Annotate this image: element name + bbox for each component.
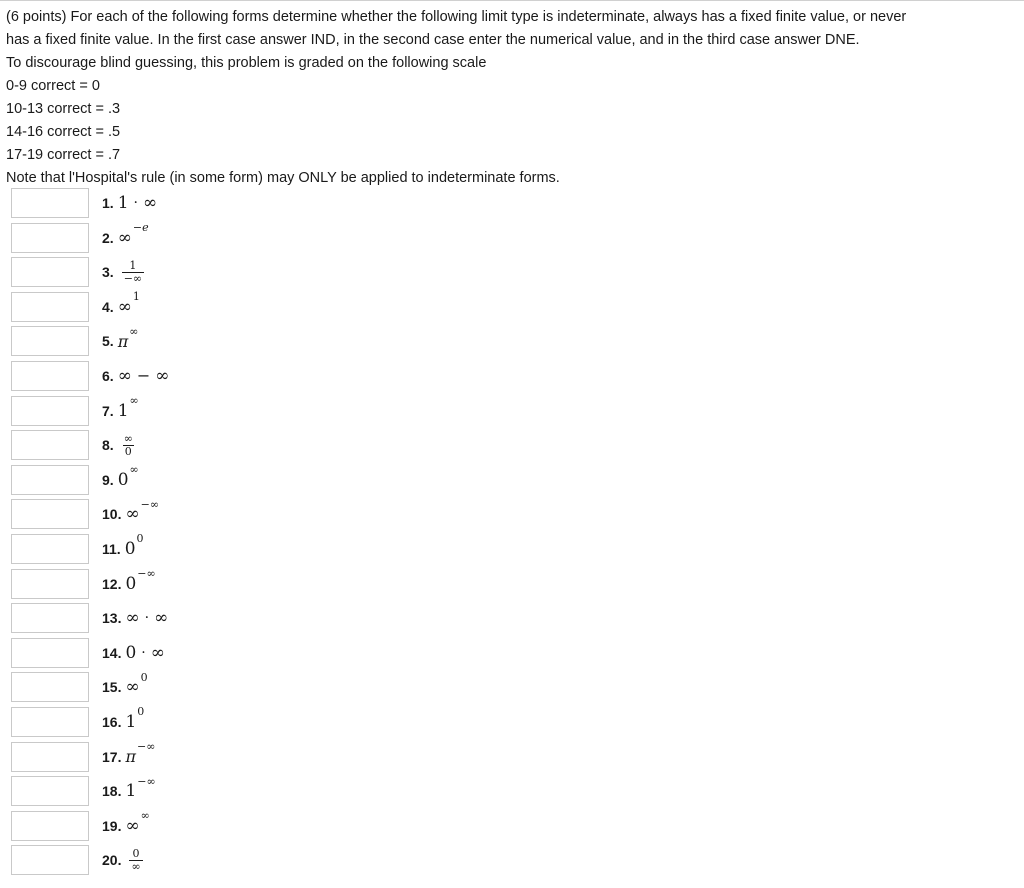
question-8-expr — [102, 428, 135, 462]
question-8 — [11, 428, 311, 463]
scale-line-3: 14-16 correct = .5 — [6, 124, 121, 140]
math-expression: ∞ 0 — [125, 670, 148, 698]
answer-input-3[interactable] — [11, 257, 89, 287]
question-label: 8. — [102, 437, 114, 454]
answer-input-5[interactable] — [11, 326, 89, 356]
math-expression: ∞ −e — [117, 221, 149, 248]
answer-input-4[interactable] — [11, 292, 89, 322]
math-expression: 0 ∞ — [117, 463, 139, 490]
question-label: 16. — [102, 713, 122, 730]
math-fraction: $\frac{0}{\infty}$ — [131, 846, 141, 873]
note-line: Note that l'Hospital's rule (in some form) may ONLY be applied to indeterminate forms. — [6, 170, 560, 186]
question-label: 10. — [102, 506, 122, 523]
top-divider — [0, 0, 1024, 1]
question-16 — [11, 705, 311, 740]
answer-input-2[interactable] — [11, 223, 89, 253]
question-11 — [11, 532, 311, 567]
math-expression: ∞ −∞ — [125, 497, 160, 525]
question-2-expr — [102, 221, 149, 255]
math-fraction: $\frac{1}{-\infty}$ — [123, 258, 143, 285]
question-label: 19. — [102, 817, 122, 834]
question-1-expr — [102, 186, 157, 220]
question-6-expr — [102, 359, 169, 393]
answer-input-10[interactable] — [11, 499, 89, 529]
question-label: 12. — [102, 575, 122, 592]
question-label: 15. — [102, 679, 122, 696]
math-expression: 1 · ∞ — [117, 193, 158, 213]
math-fraction: $\frac{\infty}{0}$ — [123, 431, 133, 458]
question-5-expr — [102, 324, 138, 358]
math-expression: π −∞ — [125, 740, 156, 766]
question-14-expr — [102, 636, 165, 670]
math-expression: ∞ · ∞ — [125, 608, 169, 629]
answer-input-15[interactable] — [11, 672, 89, 702]
question-label: 17. — [102, 748, 122, 765]
question-label: 20. — [102, 852, 122, 869]
question-10 — [11, 497, 311, 532]
answer-input-13[interactable] — [11, 603, 89, 633]
intro-line-1: (6 points) For each of the following forms determine whether the following limit type is indeterminate, always has a fixed finite value, or never — [6, 9, 907, 25]
question-3-expr — [102, 255, 144, 289]
question-label: 18. — [102, 783, 122, 800]
math-expression: ∞ ∞ — [125, 809, 150, 836]
question-label: 9. — [102, 471, 114, 488]
question-label: 5. — [102, 333, 114, 350]
answer-input-7[interactable] — [11, 396, 89, 426]
answer-input-6[interactable] — [11, 361, 89, 391]
scale-line-2: 10-13 correct = .3 — [6, 101, 121, 117]
question-3 — [11, 255, 311, 290]
question-12-expr — [102, 567, 156, 601]
question-13-expr — [102, 601, 168, 635]
question-6 — [11, 359, 311, 394]
answer-input-17[interactable] — [11, 742, 89, 772]
question-label: 14. — [102, 644, 122, 661]
question-label: 13. — [102, 610, 122, 627]
intro-line-2: has a fixed finite value. In the first case answer IND, in the second case enter the numerical value, and in the third case answer DNE. — [6, 32, 860, 48]
question-20 — [11, 843, 311, 878]
answer-input-14[interactable] — [11, 638, 89, 668]
problem-statement — [6, 6, 1018, 190]
question-14 — [11, 636, 311, 671]
scale-line-1: 0-9 correct = 0 — [6, 78, 100, 94]
math-expression: 0 · ∞ — [125, 642, 165, 663]
question-label: 7. — [102, 402, 114, 419]
answer-input-12[interactable] — [11, 569, 89, 599]
answer-list — [11, 186, 311, 878]
question-1 — [11, 186, 311, 221]
question-label: 4. — [102, 298, 114, 315]
question-9 — [11, 463, 311, 498]
question-13 — [11, 601, 311, 636]
answer-input-11[interactable] — [11, 534, 89, 564]
question-20-expr — [102, 843, 143, 877]
math-expression: 1 −∞ — [125, 774, 156, 802]
question-15 — [11, 670, 311, 705]
math-expression: π ∞ — [117, 324, 139, 351]
math-expression: 0 −∞ — [125, 567, 156, 594]
answer-input-8[interactable] — [11, 430, 89, 460]
question-4 — [11, 290, 311, 325]
math-expression: 1 ∞ — [117, 394, 139, 421]
math-expression: 1 0 — [125, 705, 145, 732]
answer-input-16[interactable] — [11, 707, 89, 737]
intro-line-3: To discourage blind guessing, this problem is graded on the following scale — [6, 55, 487, 71]
question-17-expr — [102, 740, 155, 774]
question-19-expr — [102, 809, 150, 843]
question-5 — [11, 324, 311, 359]
answer-input-19[interactable] — [11, 811, 89, 841]
question-15-expr — [102, 670, 148, 704]
question-label: 1. — [102, 195, 114, 211]
question-9-expr — [102, 463, 139, 497]
scale-line-4: 17-19 correct = .7 — [6, 147, 121, 163]
math-expression: 0 0 — [124, 532, 144, 559]
answer-input-9[interactable] — [11, 465, 89, 495]
math-expression: ∞ − ∞ — [117, 365, 170, 386]
question-2 — [11, 221, 311, 256]
question-11-expr — [102, 532, 144, 566]
question-18-expr — [102, 774, 156, 808]
question-12 — [11, 567, 311, 602]
math-expression: ∞ 1 — [117, 290, 140, 317]
question-7-expr — [102, 394, 139, 428]
question-19 — [11, 809, 311, 844]
question-10-expr — [102, 497, 159, 531]
question-18 — [11, 774, 311, 809]
question-16-expr — [102, 705, 144, 739]
question-7 — [11, 394, 311, 429]
question-4-expr — [102, 290, 140, 324]
question-label: 11. — [102, 540, 121, 557]
answer-input-18[interactable] — [11, 776, 89, 806]
question-label: 6. — [102, 367, 114, 384]
answer-input-1[interactable] — [11, 188, 89, 218]
question-17 — [11, 740, 311, 775]
question-label: 2. — [102, 229, 114, 246]
question-label: 3. — [102, 264, 114, 281]
answer-input-20[interactable] — [11, 845, 89, 875]
